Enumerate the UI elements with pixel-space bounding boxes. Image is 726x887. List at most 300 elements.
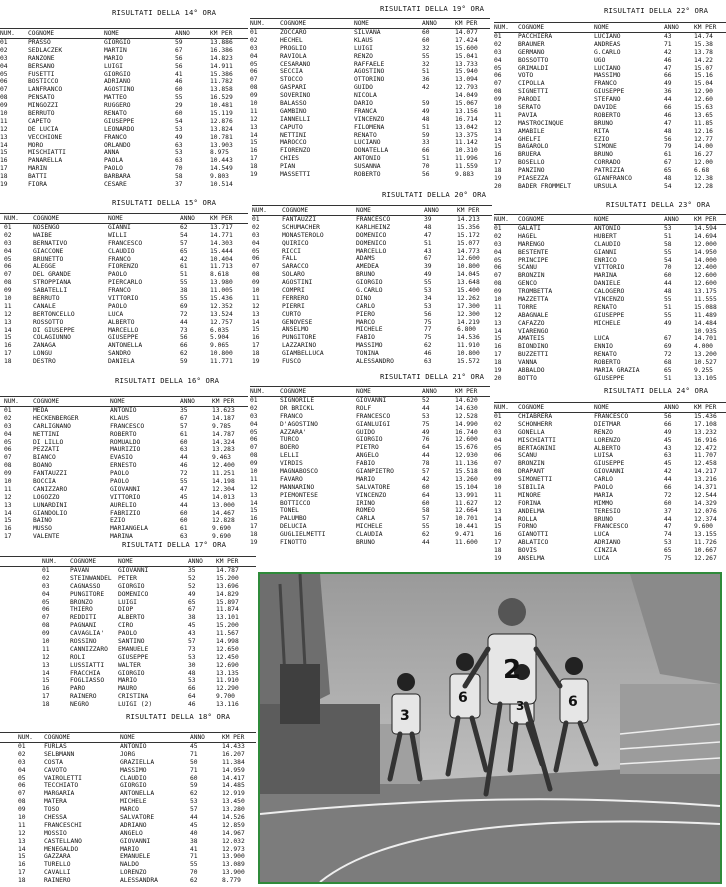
- birth-year-cell: 39: [424, 216, 432, 223]
- birth-year-cell: 69: [664, 343, 672, 351]
- surname-cell: BOTTO: [518, 374, 537, 382]
- table-row: [252, 303, 492, 311]
- rank-cell: 07: [0, 86, 8, 94]
- first-name-cell: GIORGIO: [356, 279, 383, 287]
- birth-year-cell: 51: [180, 271, 188, 279]
- results-title: RISULTATI DELLA 18° ORA: [126, 712, 231, 721]
- results-block-hour-18: [0, 712, 256, 885]
- table-row: [250, 116, 490, 124]
- birth-year-cell: 48: [188, 669, 196, 677]
- surname-cell: ROLI: [70, 653, 86, 661]
- header-km: KM PER: [457, 207, 480, 214]
- first-name-cell: ANTONIO: [354, 155, 381, 163]
- results-title: RISULTATI DELLA 21° ORA: [380, 372, 485, 381]
- km-per-hour-cell: 14.485: [222, 782, 245, 790]
- km-per-hour-cell: 14.787: [216, 567, 239, 574]
- first-name-cell: DIETMAR: [594, 420, 621, 428]
- rank-cell: 04: [0, 62, 8, 70]
- table-row: [250, 531, 490, 539]
- birth-year-cell: 71: [190, 766, 198, 774]
- rank-cell: 12: [0, 125, 8, 133]
- first-name-cell: LUCA: [594, 555, 610, 563]
- birth-year-cell: 78: [422, 460, 430, 468]
- rank-cell: 15: [250, 507, 258, 515]
- km-per-hour-cell: 13.116: [216, 701, 239, 709]
- runners-photo-illustration: [260, 574, 720, 882]
- table-row: [0, 517, 248, 525]
- km-per-hour-cell: 9.883: [455, 171, 474, 179]
- rank-cell: 04: [250, 420, 258, 428]
- surname-cell: WAIBE: [33, 231, 52, 239]
- surname-cell: VECCHIONE: [28, 133, 63, 141]
- km-per-hour-cell: 14.967: [222, 829, 245, 837]
- birth-year-cell: 44: [664, 476, 672, 484]
- surname-cell: DESTRO: [33, 358, 56, 366]
- table-row: [0, 662, 256, 670]
- first-name-cell: ENNIO: [594, 343, 613, 351]
- table-row: [250, 45, 490, 53]
- first-name-cell: GIANFRANCO: [594, 175, 632, 183]
- table-row: [252, 216, 492, 224]
- km-per-hour-cell: 13.900: [222, 869, 245, 877]
- first-name-cell: FRANCESCO: [110, 422, 145, 430]
- header-km: KM PER: [210, 215, 233, 222]
- first-name-cell: PAOLO: [110, 478, 129, 486]
- results-block-hour-16: [0, 376, 248, 541]
- first-name-cell: CALOGERO: [594, 288, 625, 296]
- rank-cell: 17: [250, 523, 258, 531]
- surname-cell: MARIN: [28, 165, 47, 173]
- surname-cell: FRACCHIA: [70, 669, 101, 677]
- birth-year-cell: 66: [664, 104, 672, 112]
- surname-cell: BRONZIN: [518, 272, 545, 280]
- birth-year-cell: 63: [180, 533, 188, 541]
- km-per-hour-cell: 12.930: [455, 452, 478, 460]
- surname-cell: RICCI: [282, 247, 301, 255]
- rank-cell: 08: [0, 94, 8, 102]
- km-per-hour-cell: 17.300: [457, 302, 480, 310]
- km-per-hour-cell: 11.874: [216, 606, 239, 614]
- km-per-hour-cell: 12.600: [694, 272, 717, 280]
- rank-cell: 03: [252, 231, 260, 239]
- birth-year-cell: 59: [422, 131, 430, 139]
- first-name-cell: LUCA: [108, 310, 124, 318]
- table-row: [494, 136, 726, 144]
- first-name-cell: ROBERTO: [110, 430, 137, 438]
- surname-cell: ANSELMA: [518, 555, 545, 563]
- surname-cell: SCHONHERR: [518, 420, 553, 428]
- first-name-cell: SIMONE: [594, 143, 617, 151]
- first-name-cell: KARLHEINZ: [356, 223, 391, 231]
- surname-cell: SOVERINO: [280, 92, 311, 100]
- surname-cell: PARO: [70, 685, 86, 693]
- birth-year-cell: 69: [180, 302, 188, 310]
- surname-cell: PAVAN: [70, 567, 89, 574]
- surname-cell: CASTELLANO: [44, 837, 82, 845]
- rank-cell: 19: [250, 539, 258, 547]
- table-row: [494, 241, 726, 249]
- surname-cell: FORINA: [518, 499, 541, 507]
- header-nome: NOME: [108, 215, 123, 222]
- rank-cell: 07: [252, 263, 260, 271]
- birth-year-cell: 65: [188, 598, 196, 606]
- rank-cell: 15: [18, 853, 26, 861]
- rank-cell: 09: [18, 806, 26, 814]
- rank-cell: 02: [18, 750, 26, 758]
- first-name-cell: CARLO: [594, 476, 613, 484]
- surname-cell: MUSSO: [33, 525, 52, 533]
- birth-year-cell: 64: [188, 693, 196, 701]
- rank-cell: 12: [250, 115, 258, 123]
- birth-year-cell: 52: [188, 574, 196, 582]
- table-row: [250, 429, 490, 437]
- header-km: KM PER: [222, 734, 245, 741]
- surname-cell: ABAGNALE: [518, 311, 549, 319]
- surname-cell: CANIZZARO: [33, 485, 68, 493]
- first-name-cell: BRUNO: [594, 151, 613, 159]
- km-per-hour-cell: 11.251: [212, 470, 235, 478]
- surname-cell: FOGLIASSO: [70, 677, 105, 685]
- table-row: [0, 181, 248, 189]
- results-rows: [0, 407, 248, 541]
- km-per-hour-cell: 11.142: [455, 139, 478, 147]
- first-name-cell: LUIGI: [354, 44, 373, 52]
- table-row: [0, 256, 248, 264]
- surname-cell: FORNO: [518, 523, 537, 531]
- km-per-hour-cell: 13.903: [210, 141, 233, 149]
- table-row: [494, 65, 726, 73]
- surname-cell: MEDA: [33, 407, 49, 414]
- first-name-cell: NICOLA: [354, 92, 377, 100]
- table-row: [0, 575, 256, 583]
- surname-cell: CHIABRERA: [518, 413, 553, 420]
- rank-cell: 06: [250, 436, 258, 444]
- rank-cell: 03: [494, 48, 502, 56]
- first-name-cell: TONINA: [356, 350, 379, 358]
- header-nome: NOME: [354, 20, 369, 27]
- birth-year-cell: 45: [664, 436, 672, 444]
- first-name-cell: MICHELE: [356, 523, 383, 531]
- km-per-hour-cell: 12.262: [457, 294, 480, 302]
- rank-cell: 16: [4, 342, 12, 350]
- table-row: [494, 413, 726, 421]
- birth-year-cell: 63: [664, 452, 672, 460]
- birth-year-cell: 60: [422, 483, 430, 491]
- table-row: [0, 415, 248, 423]
- birth-year-cell: 57: [180, 239, 188, 247]
- first-name-cell: KLAUS: [110, 414, 129, 422]
- birth-year-cell: 45: [664, 460, 672, 468]
- km-per-hour-cell: 15.676: [455, 444, 478, 452]
- surname-cell: DI LILLO: [33, 438, 64, 446]
- birth-year-cell: 77: [424, 326, 432, 334]
- first-name-cell: MASSIMO: [594, 72, 621, 80]
- first-name-cell: DOMENICO: [118, 590, 149, 598]
- header-km: KM PER: [216, 558, 239, 565]
- first-name-cell: AGOSTINO: [354, 68, 385, 76]
- km-per-hour-cell: 9.690: [212, 533, 231, 541]
- rank-cell: 15: [250, 139, 258, 147]
- surname-cell: DI GIUSEPPE: [33, 326, 75, 334]
- table-row: [252, 255, 492, 263]
- rank-cell: 06: [4, 263, 12, 271]
- first-name-cell: ROBERTO: [354, 171, 381, 179]
- km-per-hour-cell: 12.650: [216, 645, 239, 653]
- km-per-hour-cell: 13.886: [210, 39, 233, 46]
- km-per-hour-cell: 14.013: [212, 493, 235, 501]
- first-name-cell: ANTONIO: [110, 407, 137, 414]
- surname-cell: PEZZATI: [33, 446, 60, 454]
- table-row: [0, 853, 256, 861]
- table-row: [252, 271, 492, 279]
- surname-cell: STROPPIANA: [33, 279, 71, 287]
- header-cognome: COGNOME: [44, 734, 71, 741]
- table-row: [0, 654, 256, 662]
- first-name-cell: DANIELE: [594, 280, 621, 288]
- rank-cell: 01: [4, 407, 12, 414]
- results-block-hour-15: [0, 198, 248, 374]
- table-row: [0, 358, 248, 366]
- header-nome: NOME: [594, 404, 609, 411]
- first-name-cell: GIORGIO: [118, 582, 145, 590]
- first-name-cell: STEFANO: [594, 96, 621, 104]
- rank-cell: 04: [18, 766, 26, 774]
- surname-cell: MENEGALDO: [44, 845, 79, 853]
- km-per-hour-cell: 12.290: [216, 685, 239, 693]
- first-name-cell: SALVATORE: [356, 483, 391, 491]
- table-row: [494, 351, 726, 359]
- first-name-cell: OTTORINO: [354, 76, 385, 84]
- rank-cell: 10: [42, 638, 50, 646]
- header-cognome: COGNOME: [518, 216, 545, 223]
- surname-cell: BUZZETTI: [518, 351, 549, 359]
- km-per-hour-cell: 12.352: [210, 302, 233, 310]
- first-name-cell: DAVIDE: [594, 104, 617, 112]
- first-name-cell: PIERO: [356, 310, 375, 318]
- surname-cell: MASTROCINQUE: [518, 119, 564, 127]
- table-row: [494, 41, 726, 49]
- surname-cell: MISCHIATTI: [28, 149, 66, 157]
- rank-cell: 01: [494, 413, 502, 420]
- first-name-cell: PETER: [118, 574, 137, 582]
- surname-cell: AZZARA': [280, 428, 307, 436]
- birth-year-cell: 65: [664, 547, 672, 555]
- surname-cell: MORO: [28, 141, 44, 149]
- surname-cell: BRUNETTO: [33, 255, 64, 263]
- surname-cell: VAIROLETTI: [44, 774, 82, 782]
- rank-cell: 03: [494, 428, 502, 436]
- first-name-cell: CORRADO: [594, 159, 621, 167]
- km-per-hour-cell: 10.800: [457, 350, 480, 358]
- birth-year-cell: 50: [190, 758, 198, 766]
- km-per-hour-cell: 15.16: [694, 72, 713, 80]
- table-row: [0, 78, 248, 86]
- first-name-cell: GIANPIETRO: [356, 468, 394, 476]
- surname-cell: QUIRICO: [282, 239, 309, 247]
- rank-cell: 05: [494, 444, 502, 452]
- rank-cell: 13: [494, 127, 502, 135]
- first-name-cell: ANTONIO: [594, 225, 621, 232]
- rank-cell: 19: [494, 367, 502, 375]
- surname-cell: DELUCIA: [280, 523, 307, 531]
- rank-cell: 09: [252, 279, 260, 287]
- rank-cell: 05: [250, 60, 258, 68]
- first-name-cell: LUCA: [594, 531, 610, 539]
- km-per-hour-cell: 12.544: [694, 491, 717, 499]
- table-row: [252, 319, 492, 327]
- rank-cell: 10: [494, 296, 502, 304]
- km-per-hour-cell: 4.000: [694, 343, 713, 351]
- table-row: [494, 72, 726, 80]
- surname-cell: PIAN: [280, 163, 296, 171]
- table-row: [0, 877, 256, 885]
- first-name-cell: PAOLO: [594, 484, 613, 492]
- surname-cell: ROSSOTTO: [33, 318, 64, 326]
- birth-year-cell: 37: [175, 181, 183, 189]
- birth-year-cell: 63: [424, 358, 432, 366]
- km-per-hour-cell: 14.219: [457, 318, 480, 326]
- first-name-cell: LUCIANO: [594, 33, 621, 40]
- birth-year-cell: 59: [175, 39, 183, 46]
- rank-cell: 14: [494, 515, 502, 523]
- km-per-hour-cell: 10.443: [210, 157, 233, 165]
- km-per-hour-cell: 13.375: [455, 131, 478, 139]
- table-row: [494, 523, 726, 531]
- surname-cell: FANTAUZZI: [282, 216, 317, 223]
- birth-year-cell: 60: [190, 774, 198, 782]
- birth-year-cell: 60: [664, 499, 672, 507]
- surname-cell: HECHEL: [280, 36, 303, 44]
- surname-cell: GIAMBELLUCA: [282, 350, 324, 358]
- surname-cell: DEL GRANDE: [33, 271, 71, 279]
- rank-cell: 14: [494, 327, 502, 335]
- first-name-cell: RITA: [594, 127, 610, 135]
- rank-cell: 02: [4, 414, 12, 422]
- header-km: KM PER: [694, 24, 717, 31]
- birth-year-cell: 75: [424, 334, 432, 342]
- table-row: [0, 525, 248, 533]
- km-per-hour-cell: 13.648: [457, 279, 480, 287]
- birth-year-cell: 36: [664, 88, 672, 96]
- surname-cell: LUNARDINI: [33, 501, 68, 509]
- table-row: [494, 288, 726, 296]
- birth-year-cell: 43: [664, 33, 672, 40]
- surname-cell: HAGEL: [518, 232, 537, 240]
- km-per-hour-cell: 14.829: [216, 590, 239, 598]
- birth-year-cell: 57: [180, 422, 188, 430]
- table-row: [0, 71, 248, 79]
- birth-year-cell: 60: [175, 110, 183, 118]
- table-row: [0, 263, 248, 271]
- km-per-hour-cell: 15.067: [455, 100, 478, 108]
- surname-cell: SCANU: [518, 264, 537, 272]
- birth-year-cell: 47: [180, 485, 188, 493]
- surname-cell: MINORE: [518, 491, 541, 499]
- rank-cell: 05: [494, 256, 502, 264]
- table-row: [494, 492, 726, 500]
- surname-cell: TURELLO: [44, 861, 71, 869]
- table-row: [494, 312, 726, 320]
- surname-cell: CAVOTO: [44, 766, 67, 774]
- surname-cell: AGOSTINI: [282, 279, 313, 287]
- table-row: [250, 68, 490, 76]
- first-name-cell: ROBERTO: [594, 359, 621, 367]
- birth-year-cell: 60: [422, 29, 430, 36]
- first-name-cell: PIERCARLO: [108, 279, 143, 287]
- table-row: [0, 279, 248, 287]
- first-name-cell: CIRO: [118, 622, 134, 630]
- surname-cell: SIGNETTI: [518, 88, 549, 96]
- km-per-hour-cell: 10.701: [455, 515, 478, 523]
- surname-cell: LANFRANCO: [28, 86, 63, 94]
- rank-cell: 08: [42, 622, 50, 630]
- table-row: [250, 132, 490, 140]
- birth-year-cell: 55: [664, 296, 672, 304]
- surname-cell: PAVIA: [518, 111, 537, 119]
- table-row: [0, 173, 248, 181]
- km-per-hour-cell: 12.450: [216, 653, 239, 661]
- birth-year-cell: 61: [180, 525, 188, 533]
- km-per-hour-cell: 8.618: [210, 271, 229, 279]
- first-name-cell: ANGELO: [356, 452, 379, 460]
- first-name-cell: MARIA: [594, 491, 613, 499]
- rank-cell: 06: [494, 452, 502, 460]
- surname-cell: SELBMANN: [44, 750, 75, 758]
- surname-cell: VALENTE: [33, 533, 60, 541]
- km-per-hour-cell: 14.959: [222, 766, 245, 774]
- birth-year-cell: 34: [424, 294, 432, 302]
- surname-cell: CAPETO: [28, 117, 51, 125]
- table-row: [0, 327, 248, 335]
- birth-year-cell: 60: [664, 272, 672, 280]
- first-name-cell: ADRIANO: [120, 821, 147, 829]
- first-name-cell: GIUSEPPE: [104, 117, 135, 125]
- results-title: RISULTATI DELLA 15° ORA: [112, 198, 217, 207]
- header-num: NUM.: [494, 404, 509, 411]
- column-header-row: [0, 396, 248, 407]
- surname-cell: BOSSOTTO: [518, 56, 549, 64]
- header-num: NUM.: [250, 20, 265, 27]
- km-per-hour-cell: 14.771: [210, 231, 233, 239]
- rank-cell: 14: [494, 135, 502, 143]
- surname-cell: PRASSO: [28, 39, 51, 46]
- rank-cell: 04: [250, 52, 258, 60]
- rank-cell: 01: [250, 397, 258, 404]
- table-row: [250, 500, 490, 508]
- rank-cell: 08: [250, 452, 258, 460]
- table-row: [0, 311, 248, 319]
- km-per-hour-cell: 16.207: [222, 750, 245, 758]
- rank-cell: 11: [4, 302, 12, 310]
- rank-cell: 05: [18, 774, 26, 782]
- km-per-hour-cell: 12.600: [457, 255, 480, 263]
- table-row: [250, 460, 490, 468]
- bib-number: 3: [516, 699, 525, 713]
- header-num: NUM.: [4, 398, 19, 405]
- first-name-cell: VINCENZO: [356, 491, 387, 499]
- km-per-hour-cell: 12.374: [694, 515, 717, 523]
- surname-cell: MARGARIA: [44, 790, 75, 798]
- results-rows: [494, 413, 726, 563]
- surname-cell: SERATO: [518, 104, 541, 112]
- table-row: [252, 224, 492, 232]
- surname-cell: BRONZIN: [518, 460, 545, 468]
- km-per-hour-cell: 14.620: [455, 397, 478, 404]
- surname-cell: ABLATICO: [518, 539, 549, 547]
- km-per-hour-cell: 14.694: [694, 232, 717, 240]
- header-cognome: COGNOME: [28, 30, 55, 37]
- km-per-hour-cell: 14.417: [222, 774, 245, 782]
